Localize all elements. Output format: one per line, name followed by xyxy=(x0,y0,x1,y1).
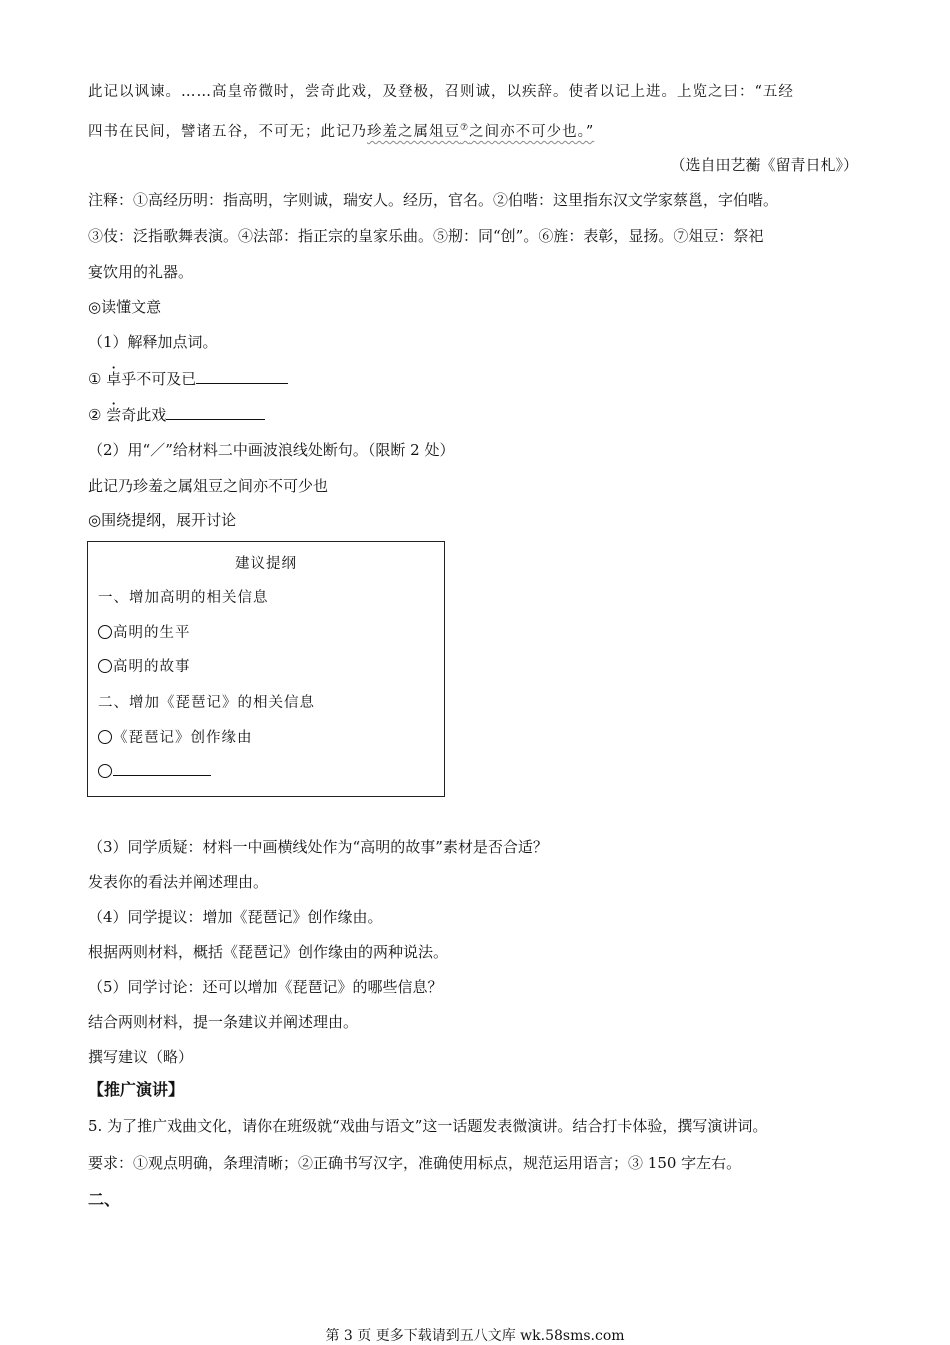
q2-title: （2）用“／”给材料二中画波浪线处断句。（限断 2 处） xyxy=(88,441,455,459)
q1-title: （1）解释加点词。 xyxy=(88,333,218,351)
write-note: 撰写建议（略） xyxy=(88,1048,194,1066)
promo-heading: 【推广演讲】 xyxy=(88,1080,185,1099)
notes-line-3: 宴饮用的礼器。 xyxy=(88,263,194,281)
outline-title: 建议提纲 xyxy=(235,556,297,572)
circle-icon xyxy=(98,730,112,744)
q1-item-2: ② 尝奇此戏 xyxy=(88,405,265,425)
q3-title: （3）同学质疑：材料一中画横线处作为“高明的故事”素材是否合适？ xyxy=(88,838,548,856)
material-line-2 xyxy=(88,118,594,142)
circle-icon xyxy=(98,625,112,639)
q4-task: 根据两则材料，概括《琵琶记》创作缘由的两种说法。 xyxy=(88,943,449,961)
section-discuss-heading: ◎围绕提纲，展开讨论 xyxy=(88,511,237,529)
dotted-char: 尝 xyxy=(106,406,122,424)
dotted-char: 卓 xyxy=(106,370,122,388)
circle-icon xyxy=(98,659,112,673)
page-footer: 第 3 页 更多下载请到五八文库 wk.58sms.com xyxy=(325,1328,625,1344)
material-line-2-a: 四书在民间，譬诸五谷，不可无；此记乃 xyxy=(88,123,367,140)
part-two-heading: 二、 xyxy=(88,1190,121,1209)
outline-heading-1: 一、增加高明的相关信息 xyxy=(98,590,269,606)
answer-blank[interactable] xyxy=(196,369,288,384)
notes-line-1: 注释：①高经历明：指高明，字则诚，瑞安人。经历，官名。②伯喈：这里指东汉文学家蔡邕，字伯喈。 xyxy=(88,191,779,209)
q5-task: 结合两则材料，提一条建议并阐述理由。 xyxy=(88,1013,359,1031)
outline-heading-2: 二、增加《琵琶记》的相关信息 xyxy=(98,695,315,711)
q1-item-1: ① 卓乎不可及已 xyxy=(88,369,288,389)
q4-title: （4）同学提议：增加《琵琶记》创作缘由。 xyxy=(88,908,383,926)
material-line-1: 此记以讽谏。……高皇帝微时，尝奇此戏，及登极，召则诚，以疾辞。使者以记上进。上览之曰：“五经 xyxy=(88,84,794,100)
section-read-heading: ◎读懂文意 xyxy=(88,298,162,316)
notes-line-2: ③伎：泛指歌舞表演。④法部：指正宗的皇家乐曲。⑤剏：同“创”。⑥旌：表彰，显扬。⑦俎豆：祭祀 xyxy=(88,227,764,245)
outline-item: 高明的故事 xyxy=(98,655,191,676)
outline-item-blank xyxy=(98,761,211,780)
q2-sentence: 此记乃珍羞之属俎豆之间亦不可少也 xyxy=(88,477,329,495)
outline-box xyxy=(87,541,445,797)
answer-blank[interactable] xyxy=(113,761,211,776)
q5-title: （5）同学讨论：还可以增加《琵琶记》的哪些信息？ xyxy=(88,978,443,996)
question-5-requirements: 要求：①观点明确，条理清晰；②正确书写汉字，准确使用标点，规范运用语言；③ 150 字左右。 xyxy=(88,1154,742,1172)
material-source: （选自田艺蘅《留青日札》） xyxy=(670,156,858,174)
outline-item: 《琵琶记》创作缘由 xyxy=(98,726,253,747)
answer-blank[interactable] xyxy=(166,405,265,420)
circle-icon xyxy=(98,764,112,778)
outline-item: 高明的生平 xyxy=(98,621,191,642)
q3-task: 发表你的看法并阐述理由。 xyxy=(88,873,269,891)
question-5: 5. 为了推广戏曲文化，请你在班级就“戏曲与语文”这一话题发表微演讲。结合打卡体验，撰写演讲词。 xyxy=(88,1117,768,1135)
wavy-underlined-text: 珍羞之属俎豆⑦之间亦不可少也。” xyxy=(367,123,595,140)
